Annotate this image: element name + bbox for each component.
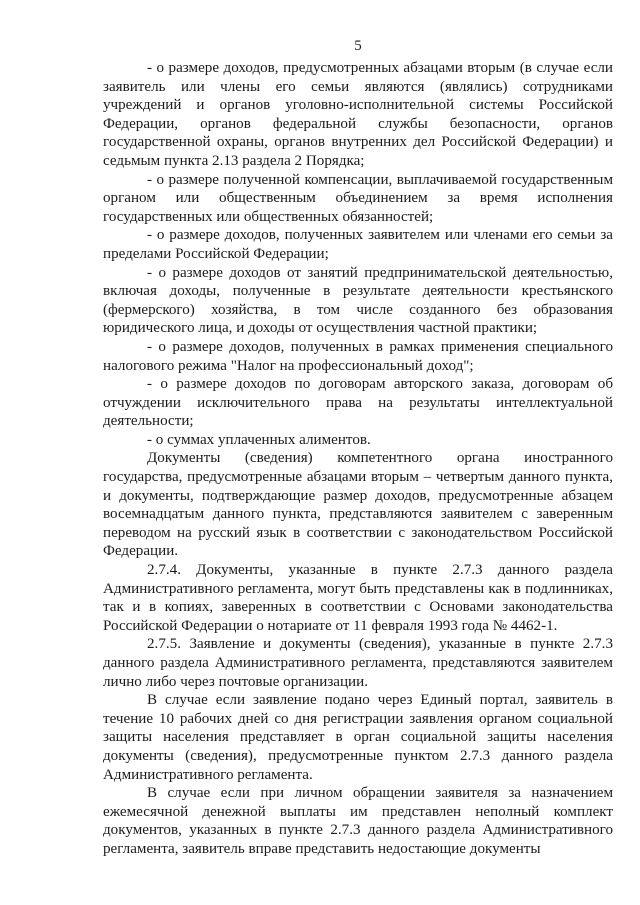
- paragraph-foreign-documents: Документы (сведения) компетентного органа иностранного государства, предусмотренные абзацами вторым – четвертым данного пункта, и документы, подтверждающие размер доходов, предусмотренные абзацем восемнадцатым данного пункта, представляются заявителем с заверенным переводом на русский язык в соответствии с законодательством Российской Федерации.: [103, 450, 613, 560]
- list-item-business-income: - о размере доходов от занятий предпринимательской деятельностью, включая доходы, полученные в результате деятельности крестьянского (фермерского) хозяйства, в том числе созданного без образования юридического лица, и доходы от осуществления частной практики;: [103, 264, 613, 337]
- list-item-alimony: - о суммах уплаченных алиментов.: [147, 431, 371, 448]
- list-item-compensation: - о размере полученной компенсации, выплачиваемой государственным органом или общественным объединением за время исполнения государственных или общественных обязанностей;: [103, 171, 613, 225]
- paragraph-incomplete-set: В случае если при личном обращении заявителя за назначением ежемесячной денежной выплаты им представлен неполный комплект документов, указанных в пункте 2.7.3 данного раздела Административного регламента, заявитель вправе представить недостающие документы: [103, 785, 613, 857]
- page-number: 5: [354, 38, 362, 54]
- paragraph-unified-portal: В случае если заявление подано через Единый портал, заявитель в течение 10 рабочих дней со дня регистрации заявления органом социальной защиты населения представляет в орган социальной защиты населения документы (сведения), предусмотренные пунктом 2.7.3 данного раздела Административного регламента.: [103, 692, 613, 783]
- paragraph-2-7-4: 2.7.4. Документы, указанные в пункте 2.7.3 данного раздела Административного регламента, могут быть представлены как в подлинниках, так и в копиях, заверенных в соответствии с Основами законодательства Российской Федерации о нотариате от 11 февраля 1993 года № 4462-1.: [103, 562, 613, 634]
- list-item-foreign-income: - о размере доходов, полученных заявителем или членами его семьи за пределами Российской Федерации;: [103, 227, 613, 262]
- list-item-other-incomes: - о размере доходов, предусмотренных абзацами вторым (в случае если заявитель или члены его семьи являются (являлись) сотрудниками учреждений и органов уголовно-исполнительной системы Российской Федерации, органов федеральной службы безопасности, органов государственной охраны, органов внутренних дел Российской Федерации) и седьмым пункта 2.13 раздела 2 Порядка;: [103, 60, 613, 169]
- list-item-copyright-income: - о размере доходов по договорам авторского заказа, договорам об отчуждении исключительного права на результаты интеллектуальной деятельности;: [103, 376, 613, 430]
- list-item-special-tax-regime: - о размере доходов, полученных в рамках применения специального налогового режима "Налог на профессиональный доход";: [103, 338, 613, 374]
- paragraph-2-7-5: 2.7.5. Заявление и документы (сведения), указанные в пункте 2.7.3 данного раздела Административного регламента, представляются заявителем лично либо через почтовые организации.: [103, 636, 613, 690]
